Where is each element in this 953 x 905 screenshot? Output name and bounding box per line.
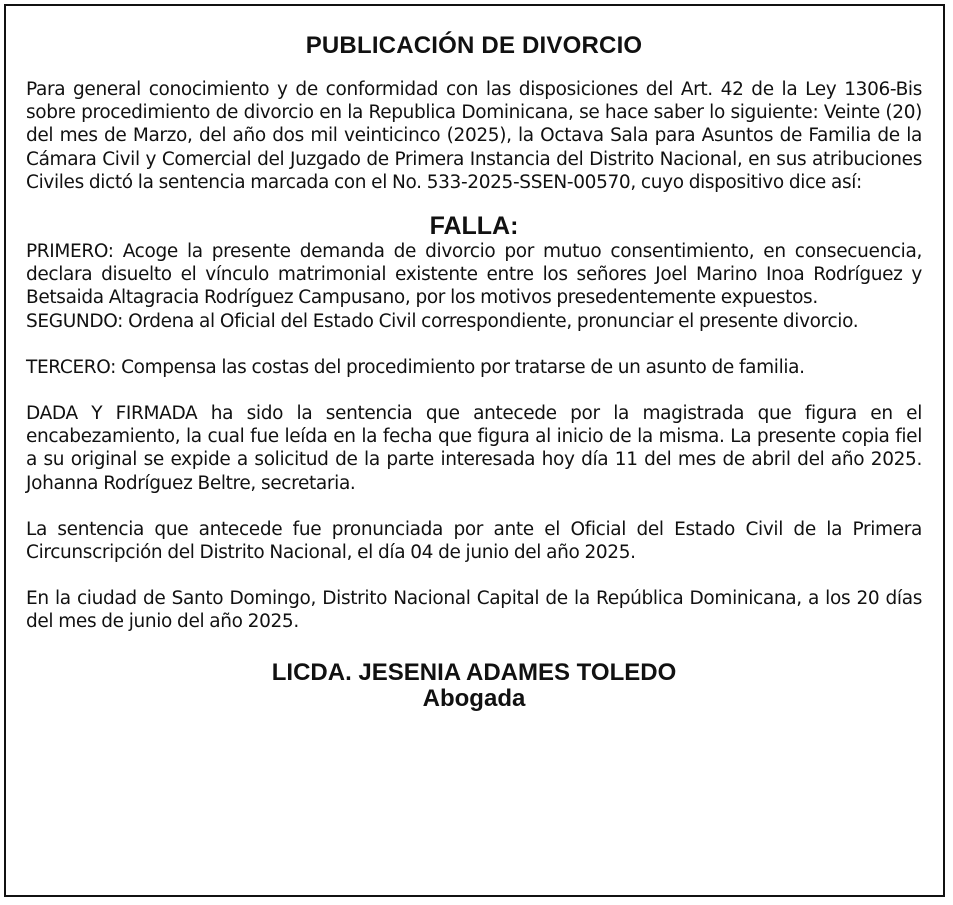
spacer: [26, 564, 922, 587]
spacer: [26, 495, 922, 518]
spacer: [26, 333, 922, 356]
dada-paragraph: DADA Y FIRMADA ha sido la sentencia que antecede por la magistrada que figura en el encabezamiento, la cual fue leída en la fecha que figura al inicio de la misma. La presente copia fiel a su original se expide a solicitud de la parte interesada hoy día 11 del mes de abril del año 2025. Johanna Rodríguez Beltre, secretaria.: [26, 403, 922, 494]
signatory-name: LICDA. JESENIA ADAMES TOLEDO: [271, 658, 677, 686]
falla-heading: FALLA:: [429, 212, 519, 241]
segundo-paragraph: SEGUNDO: Ordena al Oficial del Estado Civil correspondiente, pronunciar el presente divorcio.: [26, 310, 859, 332]
ciudad-paragraph: En la ciudad de Santo Domingo, Distrito Nacional Capital de la República Dominicana, a los 20 días del mes de junio del año 2025.: [26, 588, 922, 633]
pronunciada-paragraph: La sentencia que antecede fue pronunciada por ante el Oficial del Estado Civil de la Primera Circunscripción del Distrito Nacional, el día 04 de junio del año 2025.: [26, 518, 922, 564]
intro-paragraph: Para general conocimiento y de conformidad con las disposiciones del Art. 42 de la Ley 1306-Bis sobre procedimiento de divorcio en la Republica Dominicana, se hace saber lo siguiente: Veinte (20) del mes de Marzo, del año dos mil veinticinco (2025), la Octava Sala para Asuntos de Familia de la Cámara Civil y Comercial del Juzgado de Primera Instancia del Distrito Nacional, en sus atribuciones Civiles dictó la sentencia marcada con el No. 533-2025-SSEN-00570, cuyo dispositivo dice así:: [26, 79, 922, 193]
notice-title: PUBLICACIÓN DE DIVORCIO: [305, 32, 643, 59]
tercero-paragraph: TERCERO: Compensa las costas del procedimiento por tratarse de un asunto de familia.: [26, 356, 805, 378]
notice-body: [26, 24, 922, 712]
spacer: [26, 379, 922, 402]
signatory-role: Abogada: [422, 684, 526, 712]
primero-paragraph: PRIMERO: Acoge la presente demanda de divorcio por mutuo consentimiento, en consecuencia, declara disuelto el vínculo matrimonial existente entre los señores Joel Marino Inoa Rodríguez y Betsaida Altagracia Rodríguez Campusano, por los motivos presedentemente expuestos.: [26, 241, 922, 309]
